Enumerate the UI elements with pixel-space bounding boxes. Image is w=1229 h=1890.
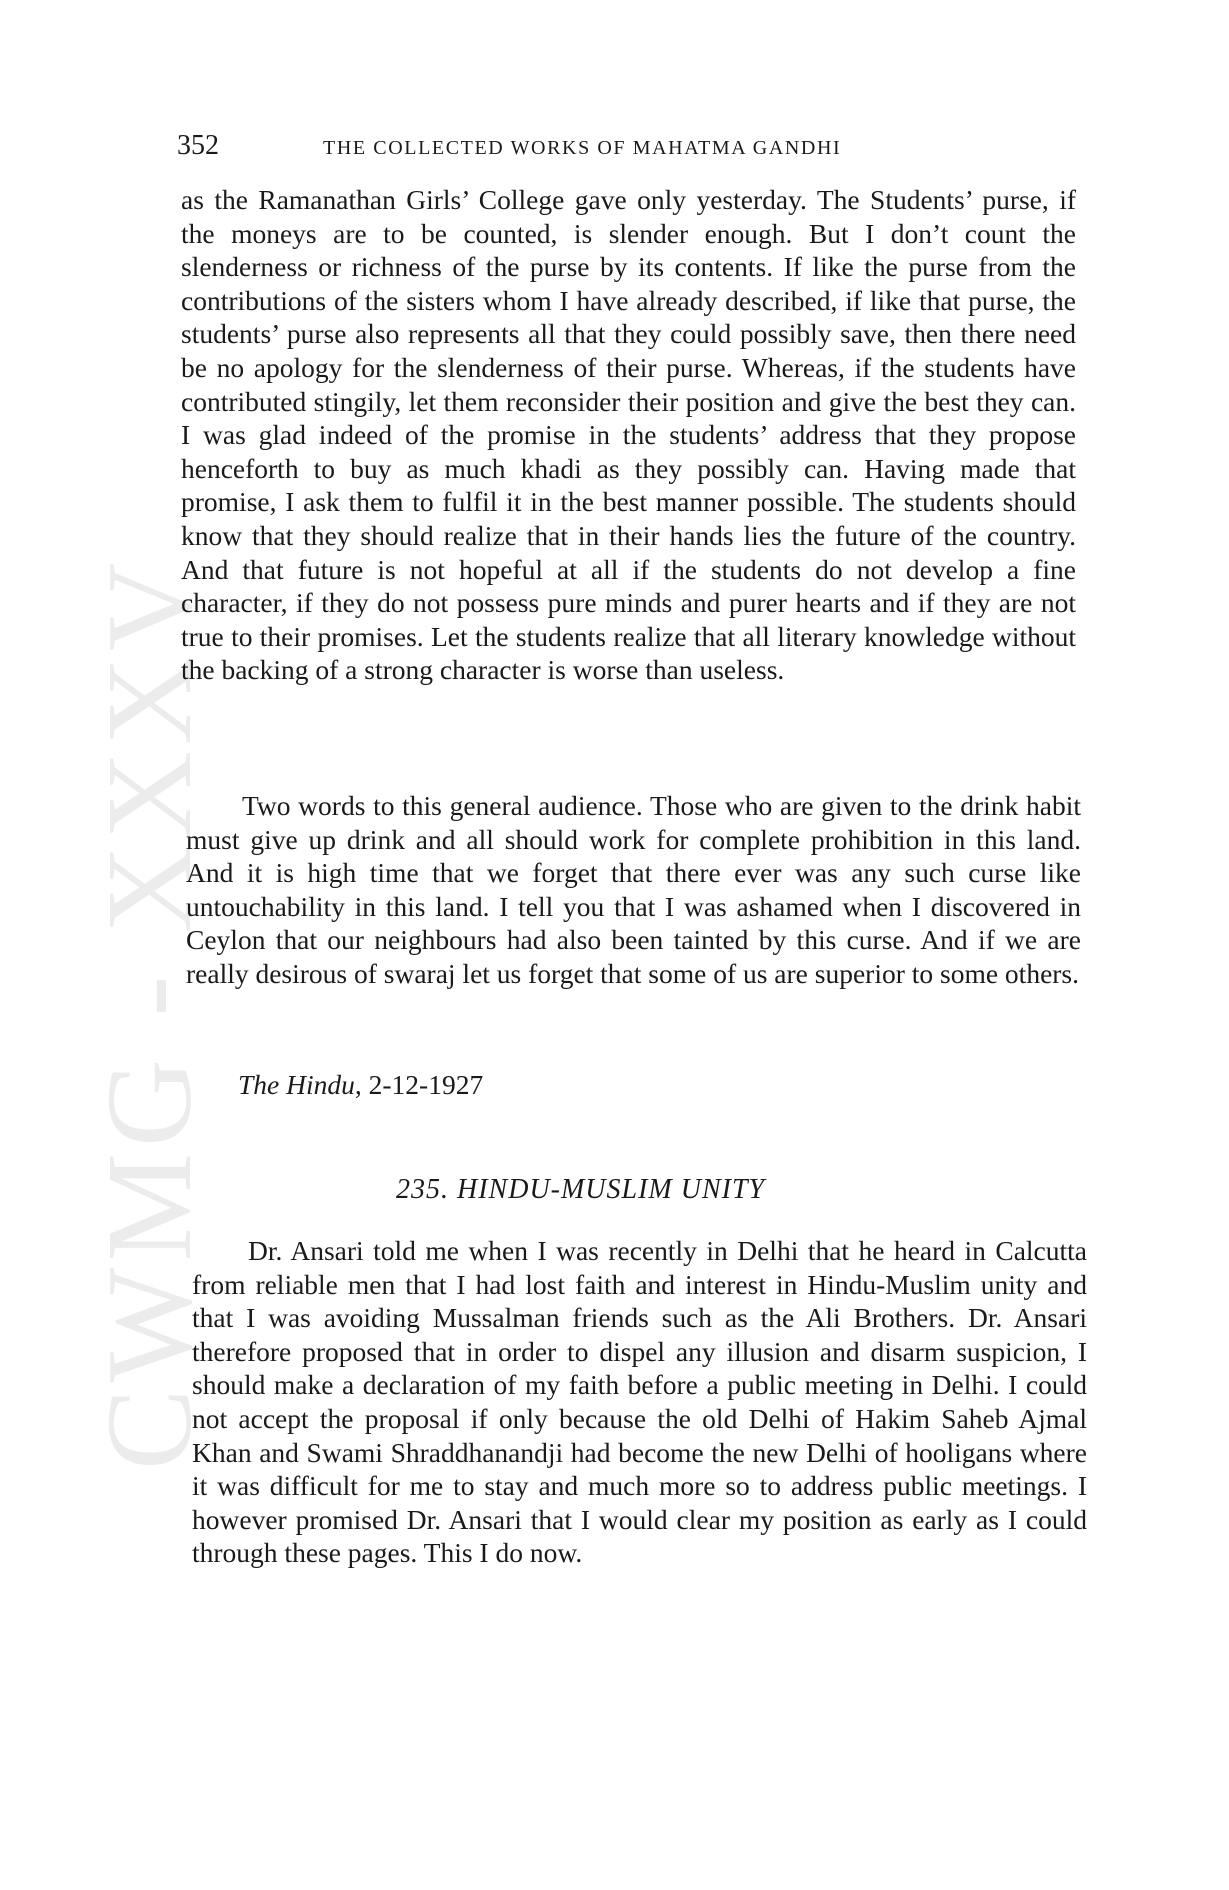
body-paragraph: Dr. Ansari told me when I was recently in Delhi that he heard in Calcutta from reliable men that I had lost faith and interest in Hindu-Muslim unity and that I was avoiding Mussalman friends such as the Ali Brothers. Dr. Ansari therefore proposed that in order to dispel any illusion and disarm suspicion, I should make a declaration of my faith before a public meeting in Delhi. I could not accept the proposal if only because the old Delhi of Hakim Saheb Ajmal Khan and Swami Shraddhanandji had become the new Delhi of hooligans where it was difficult for me to stay and much more so to address public meetings. I however promised Dr. Ansari that I would clear my position as early as I could through these pages. This I do now.: [192, 1235, 1087, 1569]
running-head: [177, 128, 1077, 168]
source-date: , 2-12-1927: [354, 1069, 484, 1100]
speech-closing: [186, 789, 1081, 991]
body-paragraph: Two words to this general audience. Those who are given to the drink habit must give up drink and all should work for complete prohibition in this land. And it is high time that we forget that there ever was any such curse like untouchability in this land. I tell you that I was ashamed when I discovered in Ceylon that our neighbours had also been tainted by this curse. And if we are really desirous of swaraj let us forget that some of us are superior to some others.: [186, 790, 1081, 989]
source-citation: [238, 1067, 483, 1103]
section-body: [192, 1234, 1087, 1570]
body-paragraph: as the Ramanathan Girls’ College gave only yesterday. The Students’ purse, if the moneys are to be counted, is slender enough. But I don’t count the slenderness or richness of the purse by its contents. If like the purse from the contributions of the sisters whom I have already described, if like that purse, the students’ purse also represents all that they could possibly save, then there need be no apology for the slenderness of their purse. Whereas, if the students have contributed stingily, let them reconsider their position and give the best they can. I was glad indeed of the promise in the students’ address that they propose henceforth to buy as much khadi as they possibly can. Having made that promise, I ask them to fulfil it in the best manner possible. The students should know that they should realize that in their hands lies the future of the country. And that future is not hopeful at all if the students do not develop a fine character, if they do not possess pure minds and purer hearts and if they are not true to their promises. Let the students realize that all literary knowledge without the backing of a strong character is worse than useless.: [181, 184, 1076, 686]
source-publication: The Hindu: [238, 1069, 355, 1100]
speech-continuation: [181, 183, 1076, 687]
page-number: 352: [177, 130, 219, 161]
running-title: THE COLLECTED WORKS OF MAHATMA GANDHI: [323, 137, 842, 159]
watermark: CWMG - XXXV: [82, 556, 217, 1470]
section-heading: 235. HINDU-MUSLIM UNITY: [396, 1174, 766, 1205]
